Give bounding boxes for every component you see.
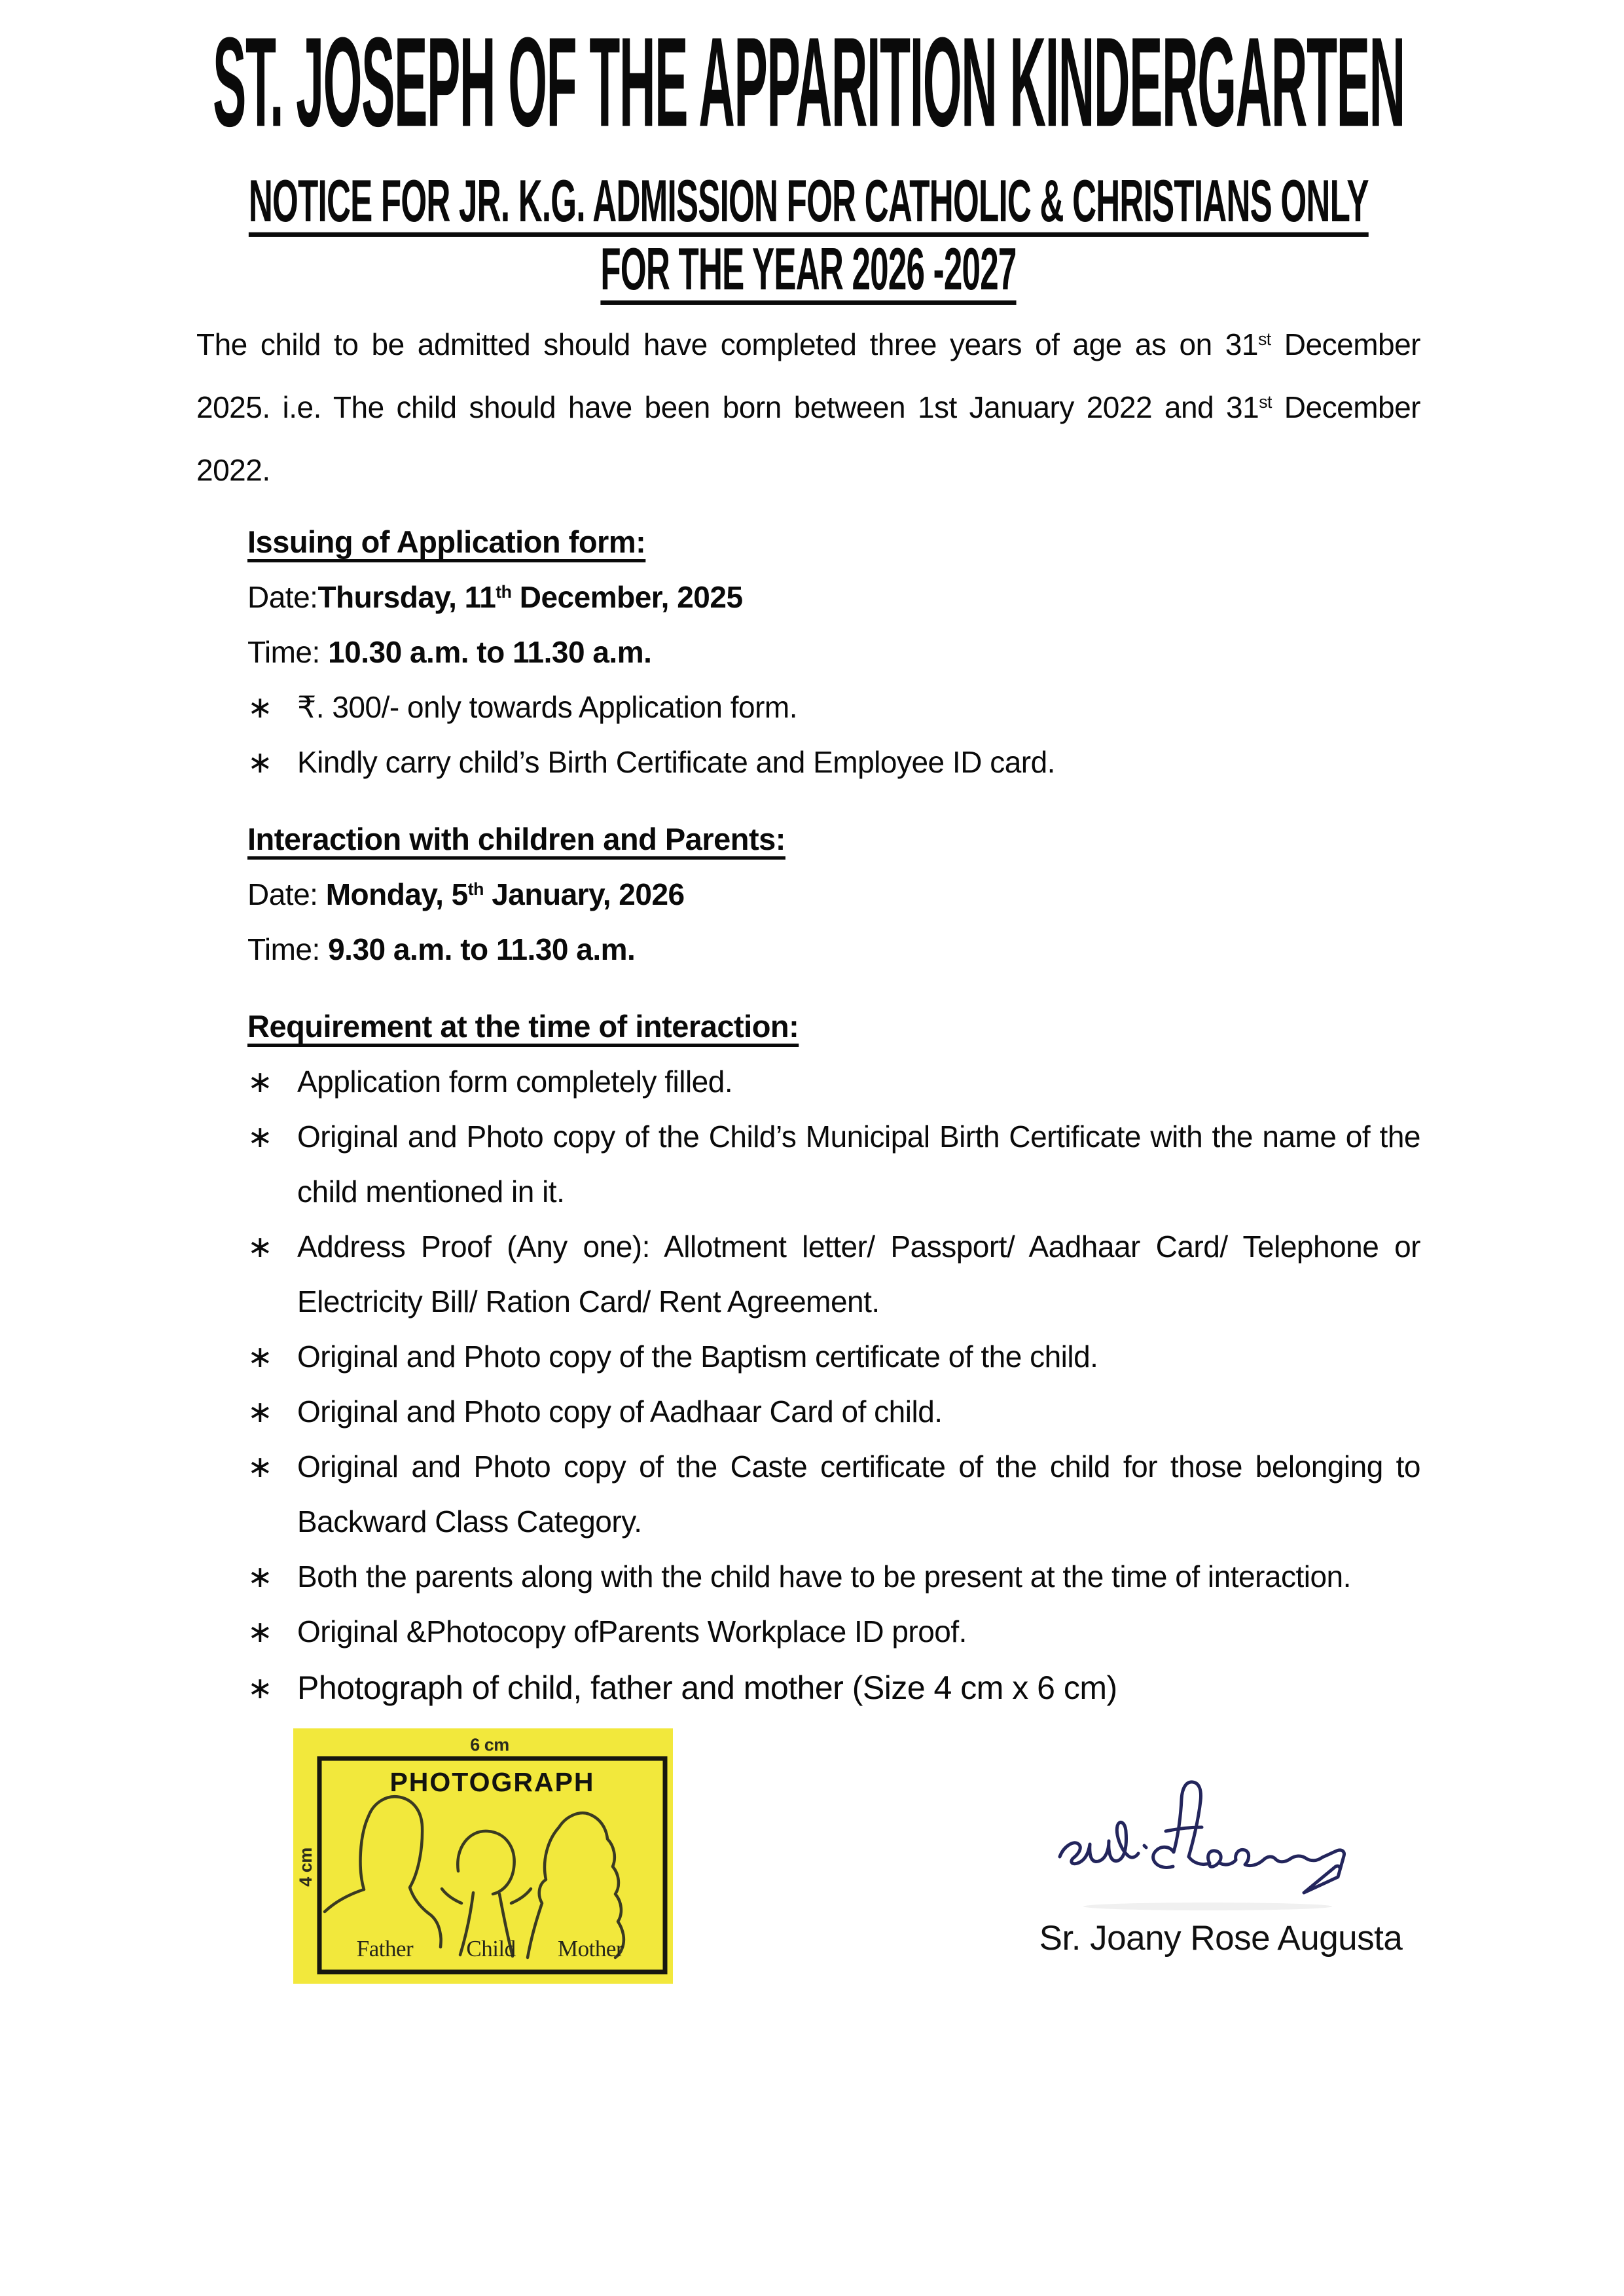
date-value: Thursday, 11th December, 2025 bbox=[317, 580, 743, 614]
section-issuing bbox=[247, 515, 1420, 790]
school-title-text: ST. JOSEPH OF THE APPARITION KINDERGARTEN bbox=[212, 11, 1405, 154]
bullet-text: Original &Photocopy ofParents Workplace ID proof. bbox=[297, 1614, 967, 1649]
bullet-marker: ∗ bbox=[247, 745, 273, 779]
section-interaction bbox=[247, 812, 1420, 977]
bullet-text: Application form completely filled. bbox=[297, 1065, 733, 1099]
notice-heading-line-1: NOTICE FOR JR. K.G. ADMISSION FOR CATHOLIC & CHRISTIANS ONLY bbox=[248, 167, 1369, 234]
photo-specimen bbox=[293, 1728, 673, 1984]
intro-paragraph: The child to be admitted should have completed three years of age as on 31st December 2025. i.e. The child should have been born between 1st January 2022 and 31st December 2022. bbox=[196, 327, 1420, 487]
section-requirements-heading: Requirement at the time of interaction: bbox=[247, 1009, 799, 1044]
bullet-marker: ∗ bbox=[247, 1339, 273, 1374]
date-label: Date: bbox=[247, 877, 326, 911]
notice-heading-line-2: FOR THE YEAR 2026 -2027 bbox=[600, 235, 1017, 302]
photo-side-dimension-label: 4 cm bbox=[296, 1848, 316, 1887]
issuing-time-row bbox=[247, 625, 1420, 680]
bullet-text: Original and Photo copy of the Caste certificate of the child for those belonging to Backward Class Category. bbox=[297, 1449, 1420, 1539]
signature-stroke bbox=[1189, 1850, 1344, 1893]
section-issuing-heading: Issuing of Application form: bbox=[247, 524, 646, 559]
bullet-item-address-proof bbox=[247, 1219, 1420, 1329]
bullet-text: Original and Photo copy of Aadhaar Card of child. bbox=[297, 1394, 943, 1429]
bullet-text: Original and Photo copy of the Baptism certificate of the child. bbox=[297, 1339, 1098, 1374]
figure-label-father: Father bbox=[356, 1936, 414, 1961]
signature-stroke bbox=[1144, 1846, 1146, 1848]
signature-stroke bbox=[1153, 1782, 1202, 1868]
photo-top-dimension-label: 6 cm bbox=[470, 1735, 509, 1755]
signatory-name: Sr. Joany Rose Augusta bbox=[1039, 1919, 1403, 1958]
scan-smudge bbox=[1083, 1903, 1332, 1910]
bullet-marker: ∗ bbox=[247, 1671, 273, 1705]
bullet-text: Both the parents along with the child have to be present at the time of interaction. bbox=[297, 1559, 1351, 1594]
bullet-marker: ∗ bbox=[247, 1065, 273, 1099]
section-requirements bbox=[247, 999, 1420, 1717]
time-value: 10.30 a.m. to 11.30 a.m. bbox=[328, 635, 652, 669]
bullet-item-caste-certificate bbox=[247, 1439, 1420, 1549]
time-label: Time: bbox=[247, 635, 329, 669]
section-interaction-heading: Interaction with children and Parents: bbox=[247, 822, 785, 856]
date-label: Date: bbox=[247, 580, 318, 614]
interaction-time-row bbox=[247, 922, 1420, 977]
bullet-text: Photograph of child, father and mother (Size 4 cm x 6 cm) bbox=[297, 1669, 1117, 1706]
bottom-row bbox=[196, 1728, 1420, 1984]
bullet-item-workplace-id bbox=[247, 1604, 1420, 1659]
bullet-item-application-filled bbox=[247, 1054, 1420, 1109]
bullet-text: Kindly carry child’s Birth Certificate and Employee ID card. bbox=[297, 745, 1055, 779]
signature-block bbox=[1021, 1728, 1420, 1958]
bullet-item-aadhaar-card bbox=[247, 1384, 1420, 1439]
bullet-marker: ∗ bbox=[247, 1394, 273, 1429]
figure-label-mother: Mother bbox=[557, 1936, 624, 1961]
bullet-item-birth-certificate bbox=[247, 1109, 1420, 1219]
school-title bbox=[196, 9, 1420, 154]
bullet-marker: ∗ bbox=[247, 1614, 273, 1649]
bullet-item-fee bbox=[247, 680, 1420, 735]
bullet-marker: ∗ bbox=[247, 1449, 273, 1484]
notice-heading bbox=[196, 166, 1420, 234]
bullet-text: ₹. 300/- only towards Application form. bbox=[297, 690, 798, 724]
bullet-marker: ∗ bbox=[247, 1559, 273, 1594]
bullet-marker: ∗ bbox=[247, 690, 273, 724]
signature-stroke bbox=[1060, 1822, 1138, 1863]
bullet-item-baptism-certificate bbox=[247, 1329, 1420, 1384]
figure-label-child: Child bbox=[466, 1936, 516, 1961]
bullet-text: Address Proof (Any one): Allotment letter/ Passport/ Aadhaar Card/ Telephone or Electricity Bill/ Ration Card/ Rent Agreement. bbox=[297, 1230, 1420, 1319]
bullet-marker: ∗ bbox=[247, 1120, 273, 1154]
interaction-date-row bbox=[247, 867, 1420, 922]
bullet-text: Original and Photo copy of the Child’s Municipal Birth Certificate with the name of the child mentioned in it. bbox=[297, 1120, 1420, 1209]
time-value: 9.30 a.m. to 11.30 a.m. bbox=[328, 932, 636, 966]
bullet-marker: ∗ bbox=[247, 1230, 273, 1264]
time-label: Time: bbox=[247, 932, 329, 966]
photo-title: PHOTOGRAPH bbox=[389, 1767, 595, 1797]
bullet-item-carry-documents bbox=[247, 735, 1420, 790]
bullet-item-photograph bbox=[247, 1659, 1420, 1717]
signature-image bbox=[1044, 1768, 1398, 1918]
bullet-item-parents-present bbox=[247, 1549, 1420, 1604]
date-value: Monday, 5th January, 2026 bbox=[325, 877, 685, 911]
issuing-date-row bbox=[247, 570, 1420, 625]
